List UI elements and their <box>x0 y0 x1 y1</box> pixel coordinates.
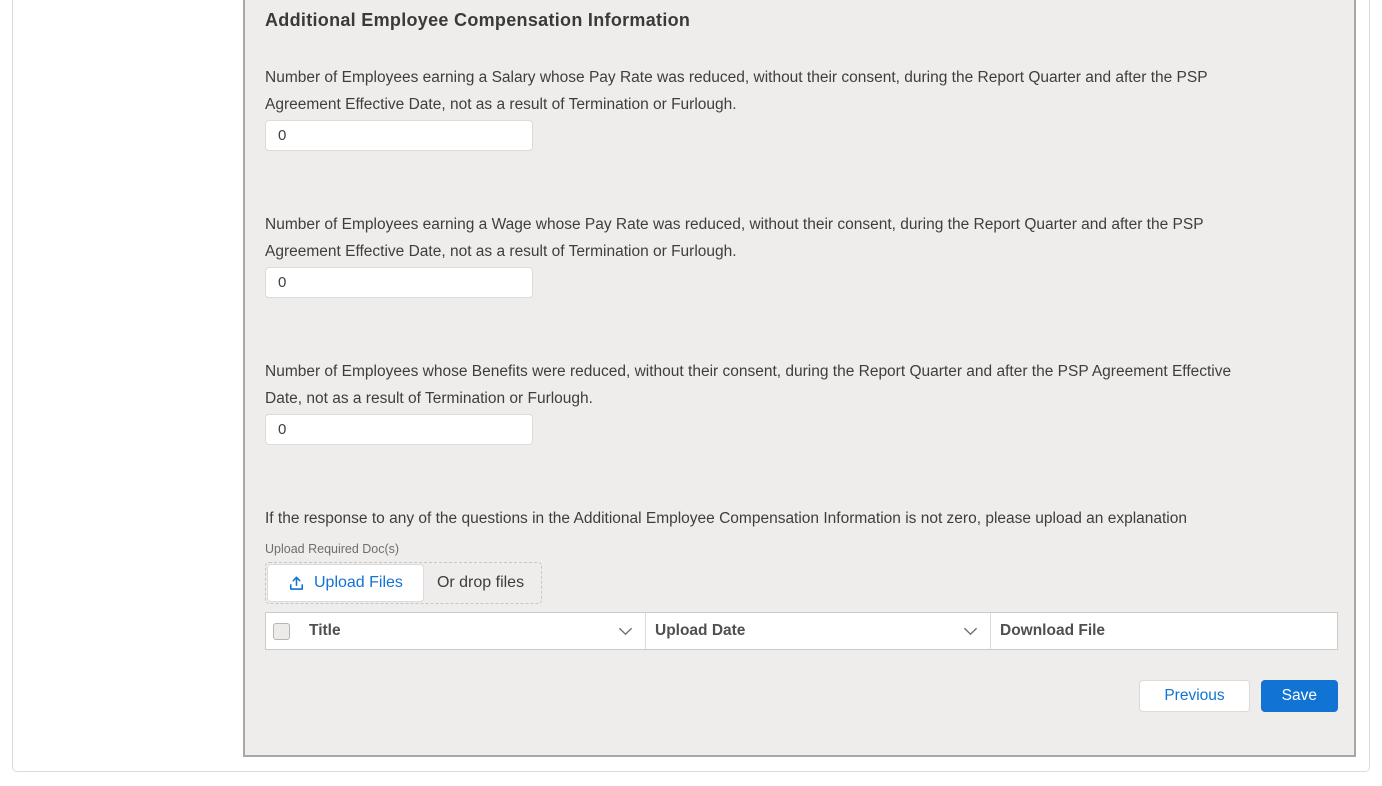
files-table-header <box>265 612 1338 650</box>
form-panel <box>243 0 1356 757</box>
question-block-salary <box>265 64 1334 151</box>
question-block-benefits <box>265 358 1334 445</box>
upload-field-label: Upload Required Doc(s) <box>265 542 400 556</box>
upload-prompt: If the response to any of the questions in the Additional Employee Compensation Information is not zero, please upload an explanation <box>265 510 1187 527</box>
wage-pay-reduced-input[interactable] <box>265 267 533 298</box>
form-actions <box>265 680 1338 712</box>
column-title-label: Title <box>309 622 341 639</box>
question-label: Number of Employees earning a Wage whose Pay Rate was reduced, without their consent, during the Report Quarter and after the PSP Agreement Effective Date, not as a result of Termination or Furlough. <box>265 216 1204 260</box>
previous-button[interactable]: Previous <box>1139 680 1249 712</box>
upload-files-button-label: Upload Files <box>314 574 403 591</box>
upload-section <box>265 505 1334 604</box>
chevron-down-icon[interactable] <box>618 627 633 636</box>
column-header-upload-date[interactable] <box>646 613 991 649</box>
save-button[interactable]: Save <box>1261 680 1338 712</box>
column-upload-date-label: Upload Date <box>655 622 746 639</box>
column-download-file-label: Download File <box>1000 622 1106 639</box>
section-title: Additional Employee Compensation Information <box>265 10 691 30</box>
select-all-checkbox[interactable] <box>273 623 290 640</box>
column-header-download-file[interactable] <box>991 613 1337 649</box>
question-block-wage <box>265 211 1334 298</box>
file-dropzone[interactable] <box>265 562 542 604</box>
upload-icon <box>288 575 305 592</box>
benefits-reduced-input[interactable] <box>265 414 533 445</box>
form-panel-body <box>245 0 1354 712</box>
question-label: Number of Employees earning a Salary whose Pay Rate was reduced, without their consent, during the Report Quarter and after the PSP Agreement Effective Date, not as a result of Termination or Furlough. <box>265 69 1208 113</box>
question-label: Number of Employees whose Benefits were reduced, without their consent, during the Report Quarter and after the PSP Agreement Effective Date, not as a result of Termination or Furlough. <box>265 363 1232 407</box>
column-header-title[interactable] <box>266 613 646 649</box>
chevron-down-icon[interactable] <box>963 627 978 636</box>
upload-files-button[interactable] <box>267 564 424 602</box>
salary-pay-reduced-input[interactable] <box>265 120 533 151</box>
drop-files-label: Or drop files <box>436 574 525 591</box>
